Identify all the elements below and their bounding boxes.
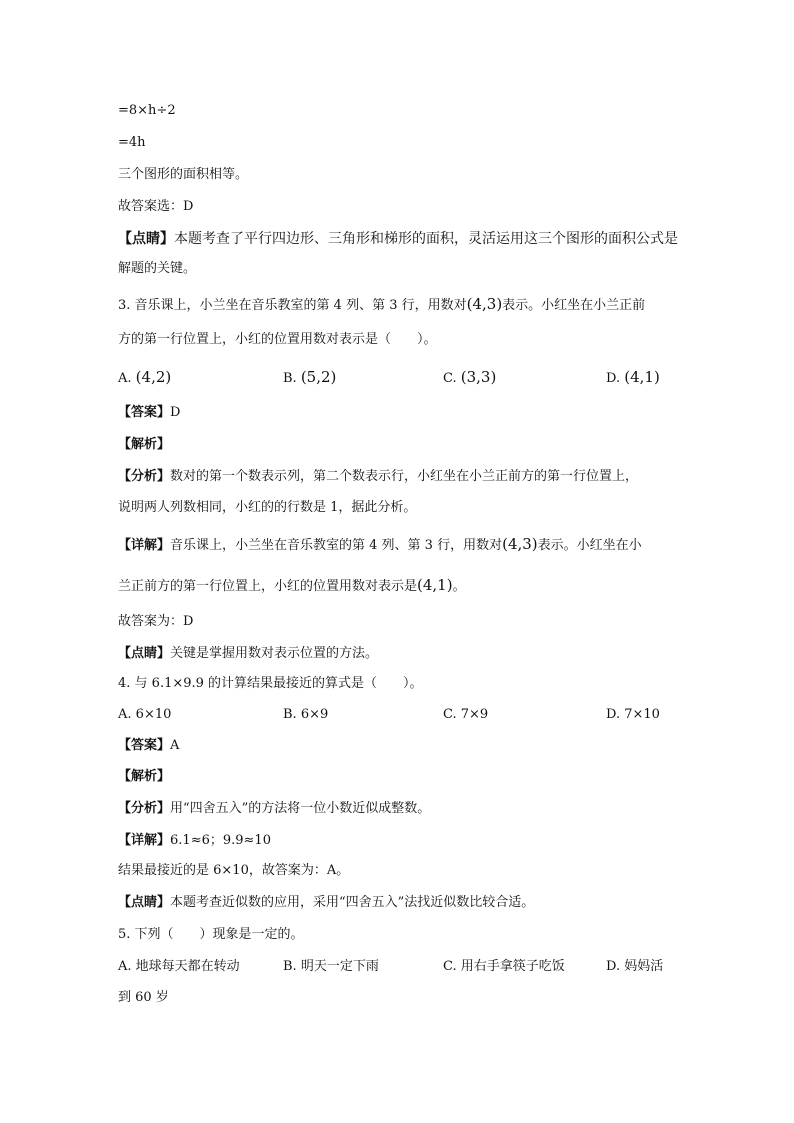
q4-fenxi-text: 用“四舍五入”的方法将一位小数近似成整数。	[170, 801, 431, 816]
q4-xiangjie-text: 6.1≈6；9.9≈10	[170, 833, 271, 848]
q4-option-a-label: A.	[118, 707, 132, 722]
q4-stem: 4. 与 6.1×9.9 的计算结果最接近的算式是（ ）。	[118, 676, 423, 691]
conclusion-line: 三个图形的面积相等。	[118, 167, 249, 182]
q3-stem-line-2: 方的第一行位置上，小红的位置用数对表示是（ ）。	[118, 332, 437, 347]
q4-option-a	[118, 705, 171, 725]
q5-option-b-value: 明天一定下雨	[300, 959, 379, 974]
q3-option-c-label: C.	[443, 371, 457, 386]
q4-option-c-label: C.	[443, 707, 457, 722]
q3-answer-value: D	[170, 405, 181, 420]
q3-option-d-label: D.	[606, 371, 621, 386]
q3-fenxi-tag: 【分析】	[118, 469, 171, 484]
q4-dianjing-tag: 【点睛】	[118, 895, 171, 910]
q5-stem: 5. 下列（ ）现象是一定的。	[118, 927, 304, 942]
q3-fenxi-line-2: 说明两人列数相同，小红的的行数是 1，据此分析。	[118, 500, 417, 515]
q4-option-b-label: B.	[283, 707, 297, 722]
q3-option-c	[443, 367, 496, 389]
answer-line: 故答案选：D	[118, 199, 194, 214]
q4-option-a-value: 6×10	[135, 707, 172, 722]
q5-option-a-label: A.	[118, 959, 132, 974]
q3-xiangjie-line-2	[118, 575, 466, 597]
q4-option-d	[606, 705, 660, 725]
q5-option-d-value: 妈妈活	[624, 959, 664, 974]
q4-answer-tag: 【答案】	[118, 738, 171, 753]
q4-fenxi	[118, 799, 430, 819]
q3-xiangjie-pre: 音乐课上，小兰坐在音乐教室的第 4 列、第 3 行，用数对	[170, 538, 503, 553]
formula-line-2: =4h	[118, 135, 146, 150]
q4-option-c-value: 7×9	[460, 707, 489, 722]
q4-answer	[118, 736, 179, 756]
q3-xiangjie-line-1	[118, 534, 642, 556]
dianjing-line-2: 解题的关键。	[118, 261, 197, 276]
q4-dianjing-text: 本题考查近似数的应用，采用“四舍五入”法找近似数比较合适。	[170, 895, 535, 910]
q3-option-a-label: A.	[118, 371, 132, 386]
dianjing-line-1	[118, 229, 678, 249]
q4-option-b	[283, 705, 328, 725]
q3-final: 故答案为：D	[118, 614, 194, 629]
formula-line-1: =8×h÷2	[118, 103, 176, 118]
q3-analysis-tag: 【解析】	[118, 437, 171, 452]
q3-option-c-value: (3,3)	[460, 368, 497, 386]
q4-option-b-value: 6×9	[300, 707, 329, 722]
q5-option-d-label: D.	[606, 959, 621, 974]
q3-option-d	[606, 367, 660, 389]
q3-option-a	[118, 367, 171, 389]
q3-dianjing-text: 关键是掌握用数对表示位置的方法。	[170, 646, 379, 661]
q3-answer	[118, 403, 180, 423]
q3-dianjing	[118, 644, 378, 664]
q5-option-c-label: C.	[443, 959, 457, 974]
q4-xiangjie	[118, 831, 271, 851]
q3-option-b	[283, 367, 336, 389]
q4-option-d-label: D.	[606, 707, 621, 722]
q3-xiangjie-tag: 【详解】	[118, 538, 171, 553]
q3-stem-pair: (4,3)	[466, 295, 503, 313]
q4-answer-value: A	[170, 738, 180, 753]
dianjing-tag: 【点睛】	[118, 231, 174, 247]
q3-option-a-value: (4,2)	[135, 368, 172, 386]
q5-option-b	[283, 957, 379, 977]
q5-option-d-wrap: 到 60 岁	[118, 990, 169, 1005]
q4-dianjing	[118, 893, 534, 913]
q3-xiangjie-pair: (4,3)	[502, 535, 538, 553]
q3-fenxi-line-1	[118, 467, 638, 487]
q5-option-d	[606, 957, 663, 977]
q5-option-a-value: 地球每天都在转动	[135, 959, 240, 974]
q3-answer-tag: 【答案】	[118, 405, 171, 420]
q3-stem-post: 表示。小红坐在小兰正前	[502, 298, 646, 313]
dianjing-text: 本题考查了平行四边形、三角形和梯形的面积，灵活运用这三个图形的面积公式是	[174, 231, 678, 247]
q3-option-d-value: (4,1)	[624, 368, 660, 386]
q3-xiangjie2-pre: 兰正前方的第一行位置上，小红的位置用数对表示是	[118, 579, 418, 594]
q3-option-b-label: B.	[283, 371, 297, 386]
q3-option-b-value: (5,2)	[300, 368, 337, 386]
q5-option-b-label: B.	[283, 959, 297, 974]
q5-option-a	[118, 957, 240, 977]
q3-stem-line-1	[118, 294, 645, 316]
q4-result: 结果最接近的是 6×10，故答案为：A。	[118, 863, 350, 878]
q3-xiangjie-post: 表示。小红坐在小	[537, 538, 642, 553]
q4-analysis-tag: 【解析】	[118, 769, 171, 784]
q4-option-d-value: 7×10	[624, 707, 660, 722]
q4-xiangjie-tag: 【详解】	[118, 833, 171, 848]
q3-stem-pre: 3. 音乐课上，小兰坐在音乐教室的第 4 列、第 3 行，用数对	[118, 298, 467, 313]
q4-fenxi-tag: 【分析】	[118, 801, 171, 816]
q3-dianjing-tag: 【点睛】	[118, 646, 171, 661]
q3-xiangjie2-post: 。	[452, 579, 466, 594]
q3-xiangjie2-pair: (4,1)	[417, 576, 453, 594]
q3-fenxi-text: 数对的第一个数表示列，第二个数表示行，小红坐在小兰正前方的第一行位置上，	[170, 469, 639, 484]
q4-option-c	[443, 705, 488, 725]
q5-option-c-value: 用右手拿筷子吃饭	[460, 959, 565, 974]
q5-option-c	[443, 957, 565, 977]
